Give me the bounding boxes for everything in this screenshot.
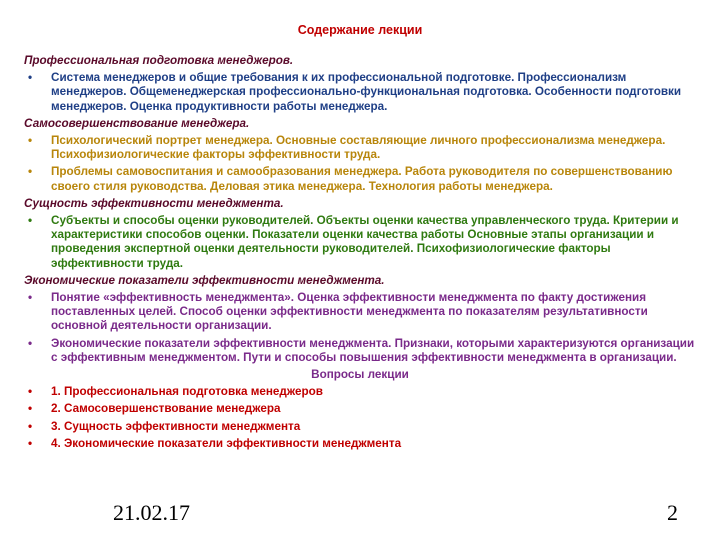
section-heading-2: Самосовершенствование менеджера.: [24, 116, 250, 130]
item-text: 3. Сущность эффективности менеджмента: [51, 419, 301, 433]
item-text: Субъекты и способы оценки руководителей. Объекты оценки качества управленческого труда. Критерии и характеристики способов оценки. Показатели оценки качества работы Основные этапы организации и проведения экспертной оценки деятельности руководителей. Психофизиологические факторы эффективности труда.: [51, 214, 679, 270]
section-4-item-1: [24, 291, 696, 334]
lecture-contents: [24, 54, 696, 454]
item-text: Система менеджеров и общие требования к их профессиональной подготовке. Профессионализм менеджеров. Общеменеджерская профессионально-функциональная подготовка. Особенности подготовки менеджеров. Оценка продуктивности работы менеджера.: [51, 71, 682, 113]
slide-title: Содержание лекции: [297, 23, 423, 37]
item-text: Экономические показатели эффективности менеджмента. Признаки, которыми характеризуются организации с эффективным менеджментом. Пути и способы повышения эффективности менеджмента в организации.: [51, 336, 695, 364]
section-2-item-1: [24, 134, 696, 162]
section-3-item-1: [24, 214, 696, 271]
section-heading-1: Профессиональная подготовка менеджеров.: [24, 54, 294, 67]
question-item-1: [24, 385, 696, 399]
bullet-icon: •: [28, 336, 33, 350]
bullet-icon: •: [28, 385, 33, 399]
bullet-icon: •: [28, 419, 33, 433]
footer-date: 21.02.17: [113, 500, 190, 525]
bullet-icon: •: [28, 436, 33, 450]
bullet-icon: •: [28, 71, 33, 85]
questions-title: Вопросы лекции: [311, 368, 409, 382]
bullet-icon: •: [28, 291, 33, 305]
bullet-icon: •: [28, 165, 33, 179]
section-1-item-1: [24, 71, 696, 114]
item-text: 2. Самосовершенствование менеджера: [51, 402, 281, 416]
item-text: Проблемы самовоспитания и самообразования менеджера. Работа руководителя по совершенствованию своего стиля руководства. Деловая этика менеджера. Технология работы менеджера.: [51, 165, 673, 193]
item-text: 1. Профессиональная подготовка менеджеров: [51, 385, 323, 399]
item-text: Понятие «эффективность менеджмента». Оценка эффективности менеджмента по факту достижения поставленных целей. Способ оценки эффективности менеджмента по показателям результативности основной деятельности организации.: [51, 291, 648, 333]
question-item-4: [24, 437, 696, 451]
section-heading-3: Сущность эффективности менеджмента.: [24, 196, 284, 210]
section-2-item-2: [24, 165, 696, 193]
bullet-icon: •: [28, 402, 33, 416]
page-number: 2: [667, 500, 678, 525]
section-4-item-2: [24, 337, 696, 365]
bullet-icon: •: [28, 134, 33, 148]
item-text: 4. Экономические показатели эффективности менеджмента: [51, 436, 402, 450]
item-text: Психологический портрет менеджера. Основные составляющие личного профессионализма менеджера. Психофизиологические факторы эффективности труда.: [51, 134, 666, 162]
question-item-2: [24, 402, 696, 416]
section-heading-4: Экономические показатели эффективности менеджмента.: [24, 273, 385, 287]
question-item-3: [24, 420, 696, 434]
bullet-icon: •: [28, 214, 33, 228]
